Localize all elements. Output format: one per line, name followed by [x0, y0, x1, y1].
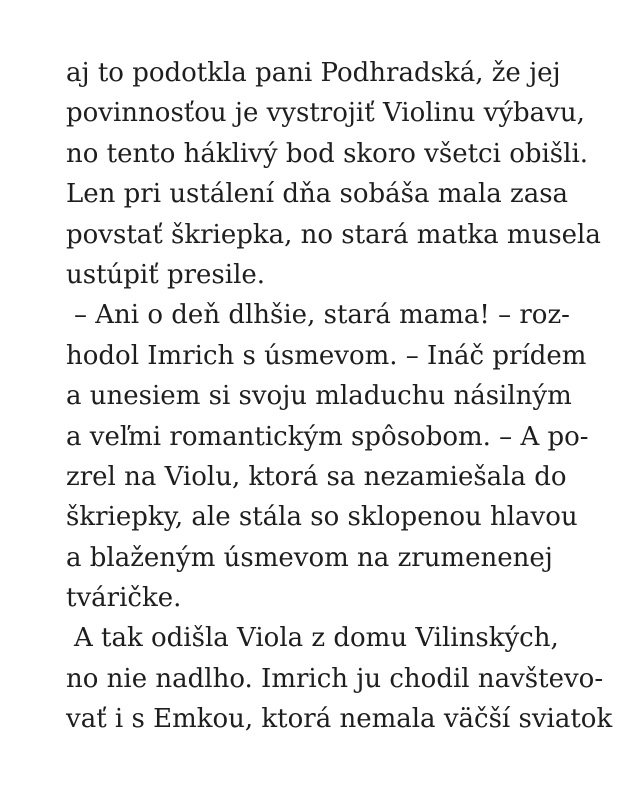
- text-line: povinnosťou je vystrojiť Violinu výbavu,: [66, 98, 585, 129]
- paragraph-start-line: – Ani o deň dlhšie, stará mama! – roz-: [74, 300, 570, 331]
- text-line: aj to podotkla pani Podhradská, že jej: [66, 58, 561, 88]
- text-line: hodol Imrich s úsmevom. – Ináč prídem: [66, 340, 587, 371]
- text-line: škriepky, ale stála so sklopenou hlavou: [66, 502, 578, 533]
- text-line: a blaženým úsmevom na zrumenenej: [66, 542, 553, 573]
- text-line: no nie nadlho. Imrich ju chodil navštevo-: [66, 663, 604, 694]
- text-line: vať i s Emkou, ktorá nemala väčší sviatok: [66, 704, 613, 735]
- text-line: povstať škriepka, no stará matka musela: [66, 219, 601, 250]
- text-line: zrel na Violu, ktorá sa nezamiešala do: [66, 461, 567, 492]
- text-line: a veľmi romantickým spôsobom. – A po-: [66, 421, 589, 452]
- paragraph-start-line: A tak odišla Viola z domu Vilinských,: [74, 623, 559, 654]
- text-line: a unesiem si svoju mladuchu násilným: [66, 381, 572, 412]
- text-line: no tento háklivý bod skoro všetci obišli.: [66, 138, 589, 169]
- text-line: ustúpiť presile.: [66, 259, 266, 290]
- text-line: tváričke.: [66, 583, 182, 614]
- body-text: [66, 53, 613, 740]
- text-line: Len pri ustálení dňa sobáša mala zasa: [66, 179, 569, 210]
